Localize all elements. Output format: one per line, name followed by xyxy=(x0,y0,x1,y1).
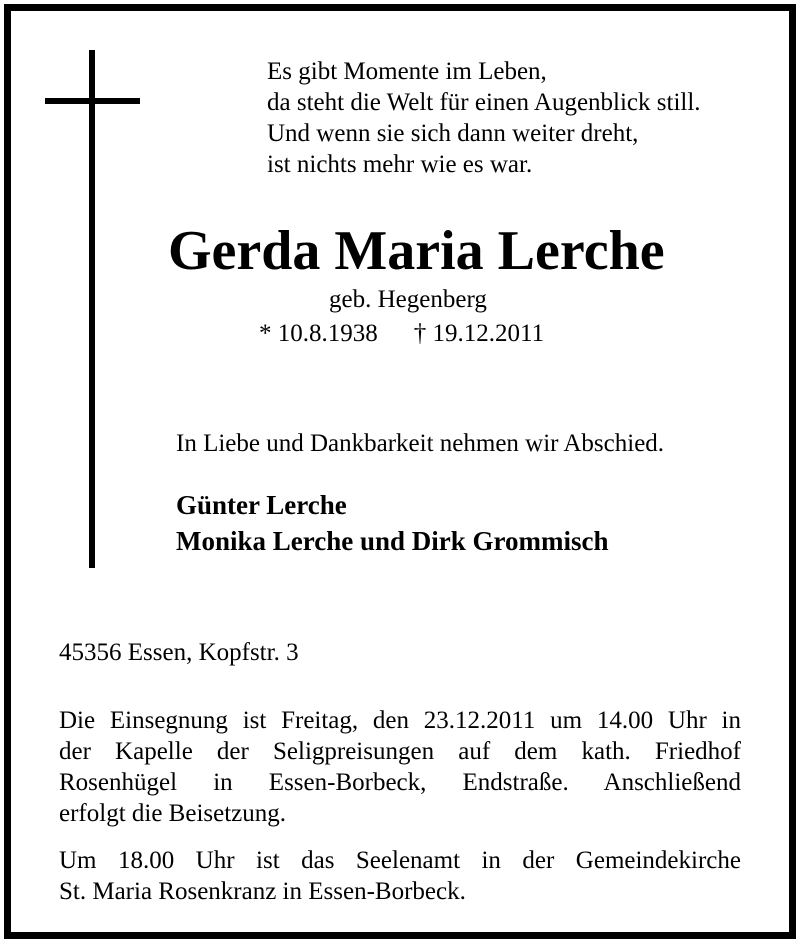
life-dates xyxy=(259,318,544,349)
service-line: Um 18.00 Uhr ist das Seelenamt in der Gemeindekirche xyxy=(59,847,741,874)
service-line: St. Maria Rosenkranz in Essen-Borbeck. xyxy=(59,878,466,905)
birth-date: * 10.8.1938 xyxy=(259,320,378,347)
mourner-name: Monika Lerche und Dirk Grommisch xyxy=(176,526,609,556)
poem-line: Es gibt Momente im Leben, xyxy=(267,58,547,85)
address: 45356 Essen, Kopfstr. 3 xyxy=(59,639,299,666)
death-date: † 19.12.2011 xyxy=(413,320,545,347)
poem-line: Und wenn sie sich dann weiter dreht, xyxy=(267,120,639,147)
mourners-list xyxy=(176,487,609,559)
farewell-text: In Liebe und Dankbarkeit nehmen wir Abschied. xyxy=(176,430,665,457)
cross-icon-horizontal-bar xyxy=(45,98,140,104)
poem-line: da steht die Welt für einen Augenblick still. xyxy=(267,89,701,116)
service-line: Rosenhügel in Essen-Borbeck, Endstraße. Anschließend xyxy=(59,769,741,796)
service-line: der Kapelle der Seligpreisungen auf dem kath. Friedhof xyxy=(59,738,741,765)
mourner-name: Günter Lerche xyxy=(176,490,347,520)
maiden-name: geb. Hegenberg xyxy=(329,286,487,313)
deceased-name: Gerda Maria Lerche xyxy=(168,220,665,282)
poem-line: ist nichts mehr wie es war. xyxy=(267,151,533,178)
service-paragraph-mass xyxy=(59,845,741,907)
poem xyxy=(267,56,701,180)
service-line: Die Einsegnung ist Freitag, den 23.12.2011 um 14.00 Uhr in xyxy=(59,707,741,734)
cross-icon-vertical-bar xyxy=(89,50,95,568)
service-paragraph-funeral xyxy=(59,705,741,829)
service-line: erfolgt die Beisetzung. xyxy=(59,800,287,827)
